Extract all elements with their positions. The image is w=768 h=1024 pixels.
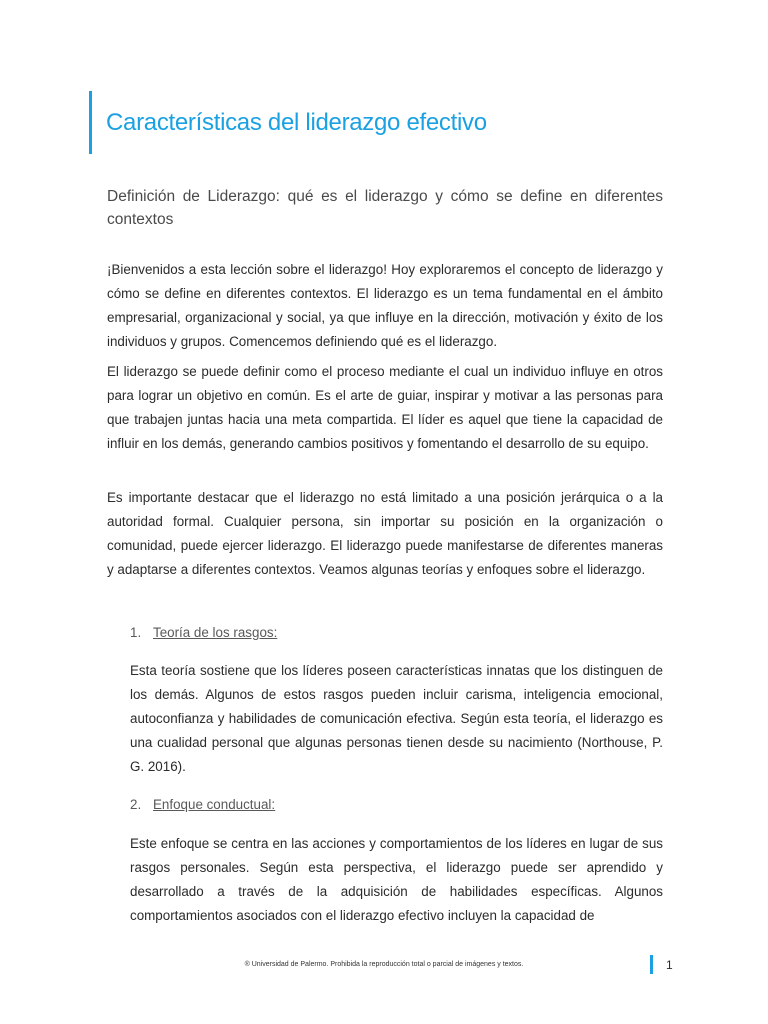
list-item-text-2: Este enfoque se centra en las acciones y comportamientos de los líderes en lugar de sus rasgos personales. Según esta perspectiva, el liderazgo puede ser aprendido y desarrollado a través de la adquisición de habilidades específicas. Algunos comportamientos asociados con el liderazgo efectivo incluyen la capacidad de [130, 836, 663, 923]
list-number: 1. [130, 625, 142, 640]
paragraph-definition: El liderazgo se puede definir como el proceso mediante el cual un individuo influye en otros para lograr un objetivo en común. Es el arte de guiar, inspirar y motivar a las personas para que trabajen juntas hacia una meta compartida. El líder es aquel que tiene la capacidad de influir en los demás, generando cambios positivos y fomentando el desarrollo de su equipo. [107, 364, 663, 451]
paragraph-intro: ¡Bienvenidos a esta lección sobre el liderazgo! Hoy exploraremos el concepto de liderazgo y cómo se define en diferentes contextos. El liderazgo es un tema fundamental en el ámbito empresarial, organizacional y social, ya que influye en la dirección, motivación y éxito de los individuos y grupos. Comencemos definiendo qué es el liderazgo. [107, 262, 663, 349]
paragraph-importance: Es importante destacar que el liderazgo no está limitado a una posición jerárquica o a la autoridad formal. Cualquier persona, sin importar su posición en la organización o comunidad, puede ejercer liderazgo. El liderazgo puede manifestarse de diferentes maneras y adaptarse a diferentes contextos. Veamos algunas teorías y enfoques sobre el liderazgo. [107, 490, 663, 577]
page-title: Características del liderazgo efectivo [106, 109, 487, 136]
list-number: 2. [130, 797, 142, 812]
footer-copyright: ® Universidad de Palermo. Prohibida la reproducción total o parcial de imágenes y textos. [244, 961, 524, 968]
title-accent-bar [89, 91, 92, 154]
footer-accent-bar [650, 955, 653, 974]
section-subtitle: Definición de Liderazgo: qué es el liderazgo y cómo se define en diferentes contextos [107, 188, 663, 228]
list-item-heading-2 [130, 797, 275, 812]
list-item-text-1: Esta teoría sostiene que los líderes poseen características innatas que los distinguen de los demás. Algunos de estos rasgos pueden incluir carisma, inteligencia emocional, autoconfianza y habilidades de comunicación efectiva. Según esta teoría, el liderazgo es una cualidad personal que algunas personas tienen desde su nacimiento (Northouse, P. G. 2016). [130, 663, 663, 774]
list-label: Enfoque conductual: [153, 797, 276, 812]
list-item-heading-1 [130, 625, 277, 640]
page-number: 1 [666, 958, 673, 972]
list-label: Teoría de los rasgos: [153, 625, 278, 640]
